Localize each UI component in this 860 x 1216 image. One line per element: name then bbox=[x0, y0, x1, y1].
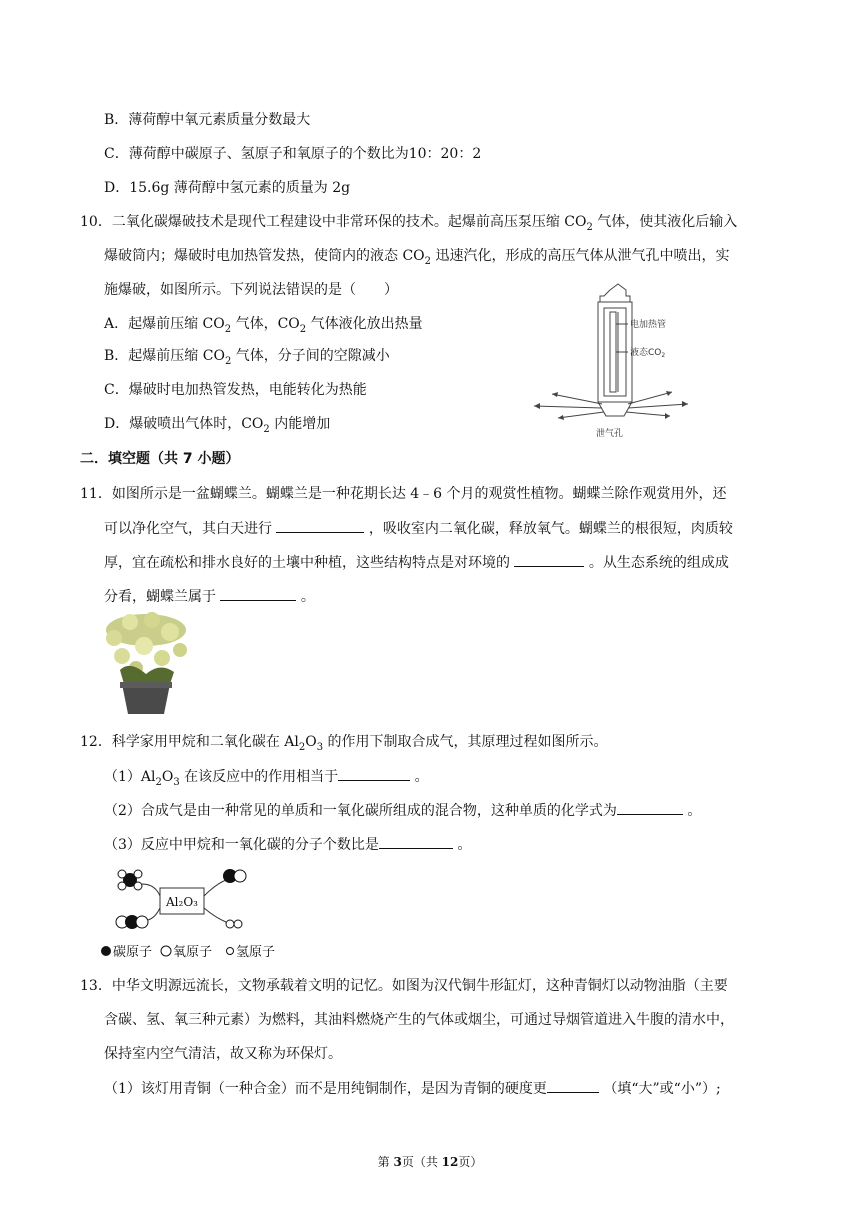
q11-line-3: 厚，宜在疏松和排水良好的土壤中种植，这些结构特点是对环境的 。从生态系统的组成成 bbox=[104, 552, 729, 573]
gas-arrow-right-1 bbox=[628, 392, 672, 404]
gas-arrow-right-2 bbox=[628, 404, 688, 408]
co-molecule bbox=[223, 869, 246, 883]
orchid-photo bbox=[100, 610, 192, 720]
legend-hydrogen-icon bbox=[227, 948, 234, 955]
q9-option-c: C．薄荷醇中碳原子、氢原子和氧原子的个数比为10：20：2 bbox=[104, 146, 482, 162]
answer-blank[interactable] bbox=[220, 586, 296, 601]
label-vent: 泄气孔 bbox=[596, 429, 624, 439]
q10-line-3: 施爆破，如图所示。下列说法错误的是（ ） bbox=[104, 282, 398, 298]
q12-part-3: （3）反应中甲烷和一氧化碳的分子个数比是 。 bbox=[104, 834, 471, 855]
legend-carbon: 碳原子 bbox=[113, 945, 153, 960]
label-heater: 电加热管 bbox=[630, 320, 667, 330]
blasting-tube-figure bbox=[520, 282, 780, 444]
answer-blank[interactable] bbox=[547, 1078, 599, 1093]
page-number: 3 bbox=[393, 1155, 402, 1169]
gas-arrow-left-2 bbox=[534, 406, 602, 408]
page-footer: 第 3页（共 12页） bbox=[377, 1155, 483, 1169]
q13-line-2: 含碳、氢、氧三种元素）为燃料，其油料燃烧产生的气体或烟尘，可通过导烟管道进入牛腹的清水中， bbox=[104, 1012, 734, 1028]
q10-option-a: A．起爆前压缩 $CO_2$ 气体，$CO_2$ 气体液化放出热量 bbox=[104, 316, 423, 335]
q9-option-b: B．薄荷醇中氧元素质量分数最大 bbox=[104, 112, 311, 128]
page-total: 12 bbox=[441, 1155, 459, 1169]
label-liquid-co2: 液态$CO_2$ bbox=[630, 348, 666, 359]
co2-molecule bbox=[116, 915, 148, 929]
q10-option-c: C．爆破时电加热管发热，电能转化为热能 bbox=[104, 382, 367, 398]
q12-line-1: 12．科学家用甲烷和二氧化碳在 $Al_2O_3$ 的作用下制取合成气，其原理过程如图所示。 bbox=[80, 734, 608, 753]
answer-blank[interactable] bbox=[379, 834, 453, 849]
q11-line-1: 11．如图所示是一盆蝴蝶兰。蝴蝶兰是一种花期长达 4﹣6 个月的观赏性植物。蝴蝶兰除作观赏用外，还 bbox=[80, 486, 727, 502]
legend-hydrogen: 氢原子 bbox=[236, 945, 276, 960]
gas-arrow-left-1 bbox=[552, 394, 602, 404]
reaction-diagram bbox=[100, 862, 300, 962]
q10-option-d: D．爆破喷出气体时，$CO_2$ 内能增加 bbox=[104, 416, 331, 435]
answer-blank[interactable] bbox=[514, 552, 584, 567]
q13-line-3: 保持室内空气清洁，故又称为环保灯。 bbox=[104, 1046, 342, 1062]
q9-option-d: D．15.6g 薄荷醇中氢元素的质量为 2g bbox=[104, 180, 351, 196]
q12-part-2: （2）合成气是由一种常见的单质和一氧化碳所组成的混合物，这种单质的化学式为 。 bbox=[104, 800, 701, 821]
q12-part-1: $(1)Al_2O_3$ 在该反应中的作用相当于 。 bbox=[104, 766, 429, 793]
methane-molecule bbox=[118, 870, 142, 890]
q10-line-2: 爆破筒内；爆破时电加热管发热，使筒内的液态 $CO_2$ 迅速汽化，形成的高压气体从泄气孔中喷出，实 bbox=[104, 248, 730, 267]
q10-line-1: 10．二氧化碳爆破技术是现代工程建设中非常环保的技术。起爆前高压泵压缩 $CO_2$ 气体，使其液化后输入 bbox=[80, 214, 738, 233]
legend-carbon-icon bbox=[101, 946, 111, 956]
q10-option-b: B．起爆前压缩 $CO_2$ 气体，分子间的空隙减小 bbox=[104, 348, 390, 367]
q11-line-2: 可以净化空气，其白天进行 ，吸收室内二氧化碳，释放氧气。蝴蝶兰的根很短，肉质较 bbox=[104, 518, 733, 539]
q11-line-4: 分看，蝴蝶兰属于 。 bbox=[104, 586, 315, 607]
answer-blank[interactable] bbox=[617, 800, 683, 815]
gas-arrow-left-3 bbox=[558, 412, 604, 418]
legend-oxygen: 氧原子 bbox=[173, 945, 213, 960]
h2-molecule bbox=[226, 920, 242, 928]
q13-part-1: （1）该灯用青铜（一种合金）而不是用纯铜制作，是因为青铜的硬度更 （填“大”或“小”）; bbox=[104, 1078, 721, 1099]
legend-oxygen-icon bbox=[161, 946, 171, 956]
catalyst-label: Al₂O₃ bbox=[166, 895, 198, 909]
section-heading: 二．填空题（共 7 小题） bbox=[80, 451, 240, 467]
answer-blank[interactable] bbox=[276, 518, 364, 533]
answer-blank[interactable] bbox=[338, 766, 410, 781]
gas-arrow-right-3 bbox=[626, 412, 670, 416]
q13-line-1: 13．中华文明源远流长，文物承载着文明的记忆。如图为汉代铜牛形缸灯，这种青铜灯以动物油脂（主要 bbox=[80, 978, 728, 994]
